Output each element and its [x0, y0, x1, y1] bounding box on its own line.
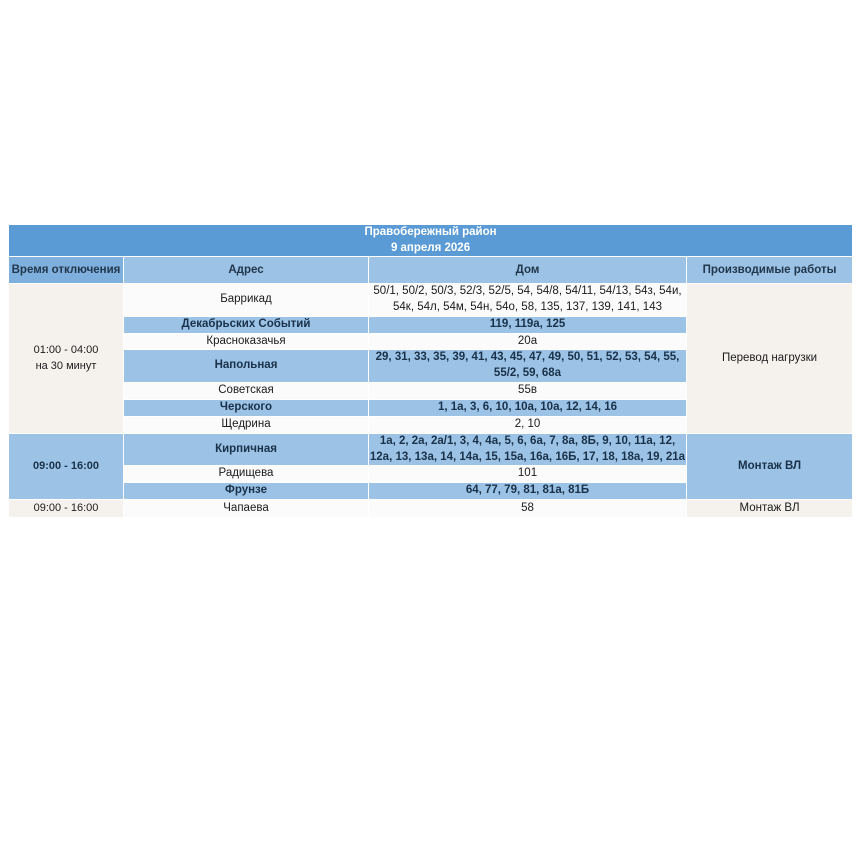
works-cell-group-1: Перевод нагрузки [687, 284, 853, 434]
address-cell: Радищева [124, 466, 369, 483]
address-cell: Черского [124, 400, 369, 417]
header-address: Адрес [124, 257, 369, 284]
outage-table [8, 224, 853, 518]
address-cell: Баррикад [124, 284, 369, 317]
works-cell-group-2: Монтаж ВЛ [687, 433, 853, 499]
houses-cell: 20а [369, 333, 687, 350]
time-cell-group-1 [9, 284, 124, 434]
address-cell: Фрунзе [124, 483, 369, 500]
outage-table-container [8, 224, 852, 518]
title-date: 9 апреля 2026 [390, 241, 471, 254]
time-cell-group-2 [9, 433, 124, 499]
address-cell: Напольная [124, 350, 369, 383]
time-range: 01:00 - 04:00 [33, 343, 99, 356]
time-range: 09:00 - 16:00 [32, 460, 100, 473]
table-row [9, 284, 853, 317]
address-cell: Красноказачья [124, 333, 369, 350]
houses-cell: 55в [369, 383, 687, 400]
address-cell: Кирпичная [124, 433, 369, 466]
header-works: Производимые работы [687, 257, 853, 284]
address-cell: Щедрина [124, 416, 369, 433]
houses-cell: 101 [369, 466, 687, 483]
address-cell: Декабрьских Событий [124, 316, 369, 333]
houses-cell: 119, 119а, 125 [369, 316, 687, 333]
header-house: Дом [369, 257, 687, 284]
table-row [9, 500, 853, 518]
time-cell-group-3 [9, 500, 124, 518]
address-cell: Советская [124, 383, 369, 400]
title-district: Правобережный район [364, 226, 497, 238]
table-title-row [9, 225, 853, 257]
table-title-cell [9, 225, 853, 257]
table-header-row [9, 257, 853, 284]
houses-cell: 1а, 2, 2а, 2а/1, 3, 4, 4а, 5, 6, 6а, 7, 8а, 8Б, 9, 10, 11а, 12, 12а, 13, 13а, 14, 14а, 15, 15а, 16а, 16Б, 17, 18, 18а, 19, 21а [369, 433, 687, 466]
works-cell-group-3: Монтаж ВЛ [687, 500, 853, 518]
houses-cell: 58 [369, 500, 687, 518]
houses-cell: 29, 31, 33, 35, 39, 41, 43, 45, 47, 49, 50, 51, 52, 53, 54, 55, 55/2, 59, 68а [369, 350, 687, 383]
houses-cell: 64, 77, 79, 81, 81а, 81Б [369, 483, 687, 500]
header-time: Время отключения [9, 257, 124, 284]
houses-cell: 1, 1а, 3, 6, 10, 10а, 10а, 12, 14, 16 [369, 400, 687, 417]
houses-cell: 50/1, 50/2, 50/3, 52/3, 52/5, 54, 54/8, 54/11, 54/13, 54з, 54и, 54к, 54л, 54м, 54н, 54о, 58, 135, 137, 139, 141, 143 [369, 284, 687, 317]
time-range: 09:00 - 16:00 [33, 502, 99, 515]
time-note: на 30 минут [35, 360, 97, 373]
houses-cell: 2, 10 [369, 416, 687, 433]
table-row [9, 433, 853, 466]
address-cell: Чапаева [124, 500, 369, 518]
